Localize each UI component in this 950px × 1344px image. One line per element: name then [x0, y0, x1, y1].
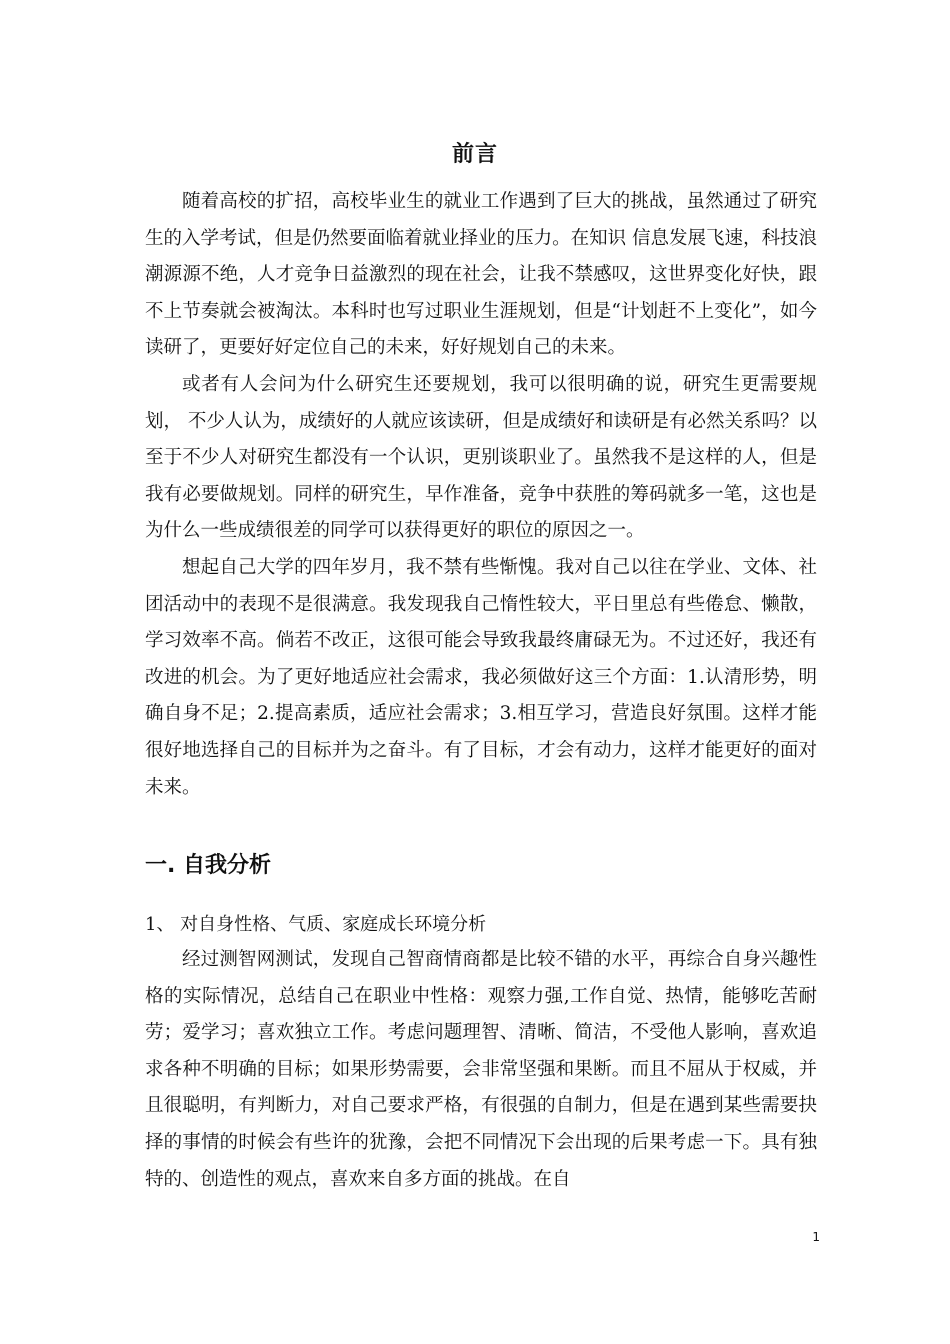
section-heading-self-analysis: 一. 自我分析: [145, 853, 272, 878]
analysis-section: [145, 942, 817, 1198]
analysis-paragraph: 经过测智网测试，发现自己智商情商都是比较不错的水平，再综合自身兴趣性格的实际情况，总结自己在职业中性格：观察力强,工作自觉、热情，能够吃苦耐劳；爱学习；喜欢独立工作。考虑问题理智、清晰、简洁，不受他人影响，喜欢追求各种不明确的目标；如果形势需要，会非常坚强和果断。而且不屈从于权威，并且很聪明，有判断力，对自己要求严格，有很强的自制力，但是在遇到某些需要抉择的事情的时候会有些许的犹豫，会把不同情况下会出现的后果考虑一下。具有独特的、创造性的观点，喜欢来自多方面的挑战。在自: [145, 949, 817, 1190]
page-number: 1: [812, 1230, 820, 1244]
preface-paragraph-1: 随着高校的扩招，高校毕业生的就业工作遇到了巨大的挑战，虽然通过了研究生的入学考试，但是仍然要面临着就业择业的压力。在知识 信息发展飞速，科技浪潮源源不绝，人才竞争日益激烈的现在社会，让我不禁感叹，这世界变化好快，跟不上节奏就会被淘汰。本科时也写过职业生涯规划，但是“计划赶不上变化”，如今读研了，更要好好定位自己的未来，好好规划自己的未来。: [145, 191, 817, 359]
subsection-heading: 1、 对自身性格、气质、家庭成长环境分析: [145, 914, 487, 935]
page-title: 前言: [451, 141, 498, 167]
preface-paragraph-2: 或者有人会问为什么研究生还要规划，我可以很明确的说，研究生更需要规划， 不少人认为，成绩好的人就应该读研，但是成绩好和读研是有必然关系吗？以至于不少人对研究生都没有一个认识，更别谈职业了。虽然我不是这样的人，但是我有必要做规划。同样的研究生，早作准备，竞争中获胜的筹码就多一笔，这也是为什么一些成绩很差的同学可以获得更好的职位的原因之一。: [145, 373, 817, 542]
preface-section: [145, 184, 817, 806]
preface-paragraph-3: 想起自己大学的四年岁月，我不禁有些惭愧。我对自己以往在学业、文体、社团活动中的表现不是很满意。我发现我自己惰性较大，平日里总有些倦怠、懒散，学习效率不高。倘若不改正，这很可能会导致我最终庸碌无为。不过还好，我还有改进的机会。为了更好地适应社会需求，我必须做好这三个方面：1.认清形势，明确自身不足；2.提高素质，适应社会需求；3.相互学习，营造良好氛围。这样才能很好地选择自己的目标并为之奋斗。有了目标，才会有动力，这样才能更好的面对未来。: [145, 556, 817, 798]
